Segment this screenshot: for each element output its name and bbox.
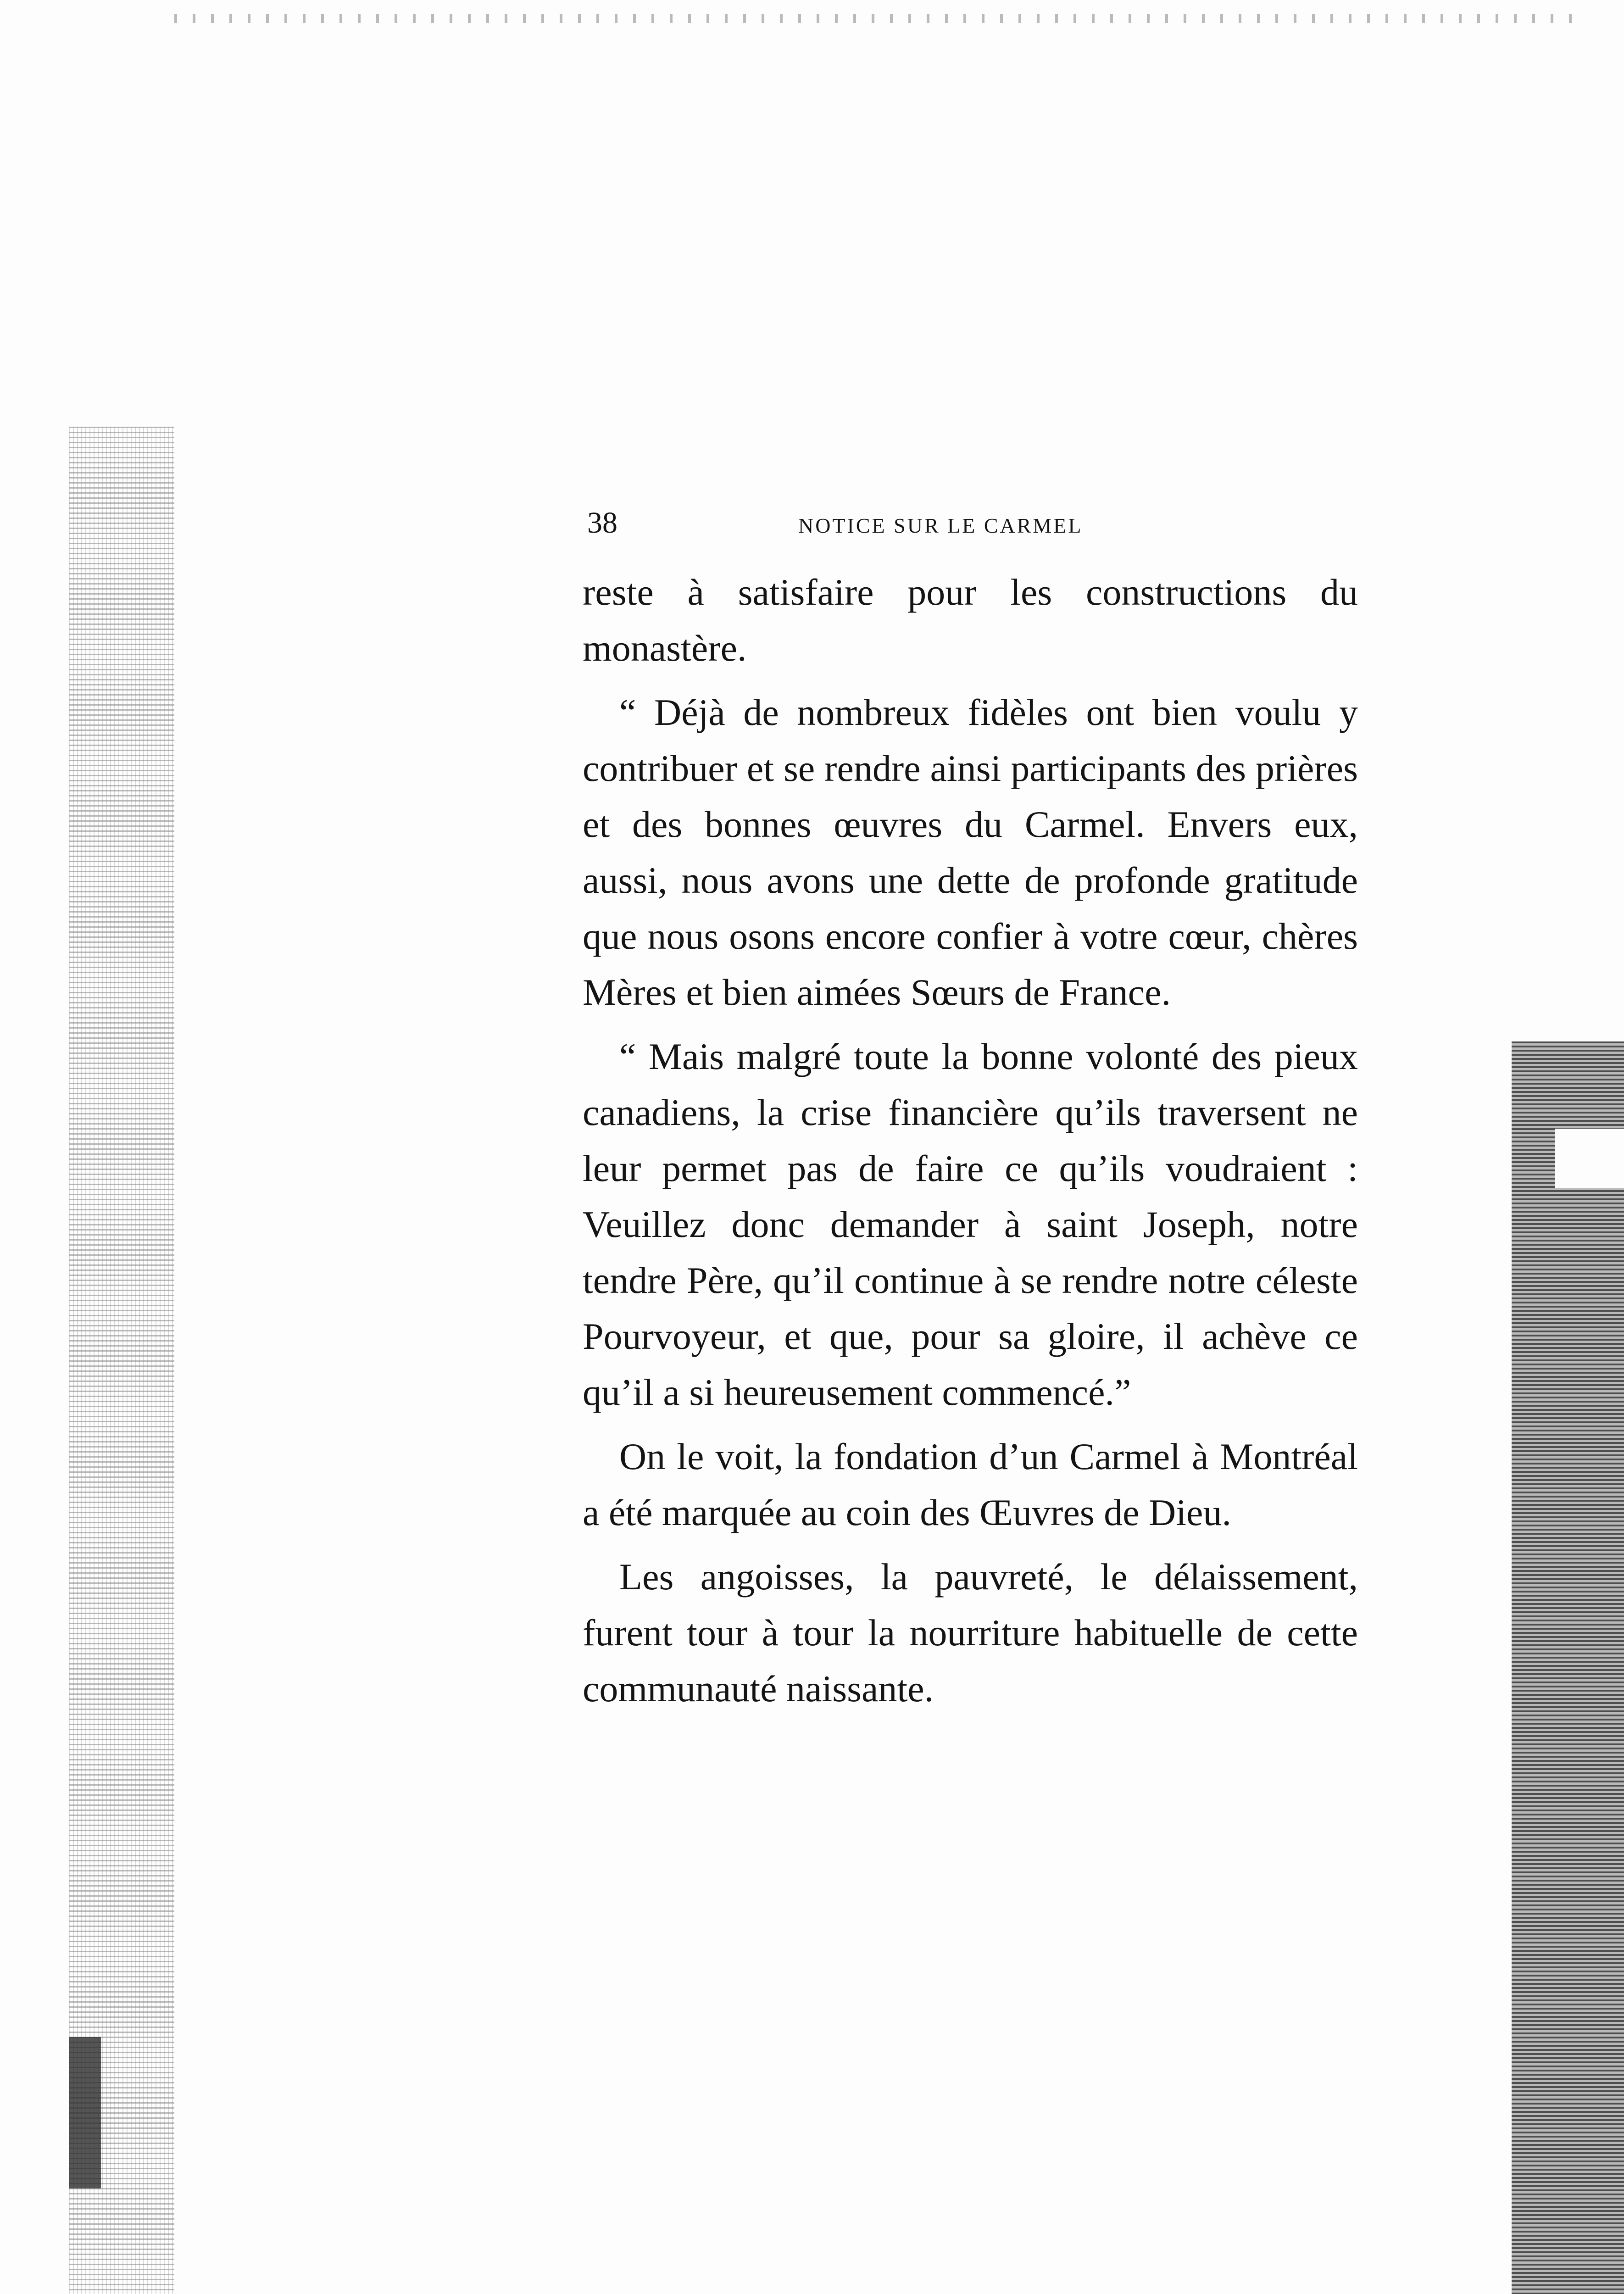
paragraph-4: On le voit, la fondation d’un Carmel à Montréal a été marquée au coin des Œuvres de Dieu. <box>583 1436 1358 1533</box>
binding-shadow <box>69 2037 101 2188</box>
page-edge-stripe <box>1512 1041 1624 2294</box>
page-edge-notch <box>1555 1129 1624 1188</box>
paragraph-5: Les angoisses, la pauvreté, le délaissement, furent tour à tour la nourriture habituelle de cette communauté naissante. <box>583 1556 1358 1709</box>
paragraph-1: reste à satisfaire pour les constructions du monastère. <box>583 571 1358 669</box>
running-head-title: NOTICE SUR LE CARMEL <box>798 514 1083 537</box>
binding-gutter <box>69 427 174 2294</box>
page-number: 38 <box>587 506 617 540</box>
body-text <box>583 564 1358 1717</box>
running-head <box>587 505 1367 541</box>
top-edge-noise <box>174 14 1574 23</box>
paragraph-2: “ Déjà de nombreux fidèles ont bien voulu y contribuer et se rendre ainsi participants des prières et des bonnes œuvres du Carmel. Envers eux, aussi, nous avons une dette de profonde gratitude que nous osons encore confier à votre cœur, chères Mères et bien aimées Sœurs de France. <box>583 691 1358 1013</box>
paragraph-3: “ Mais malgré toute la bonne volonté des pieux canadiens, la crise financière qu’ils traversent ne leur permet pas de faire ce qu’ils voudraient : Veuillez donc demander à saint Joseph, notre tendre Père, qu’il continue à se rendre notre céleste Pourvoyeur, et que, pour sa gloire, il achève ce qu’il a si heureusement commencé.” <box>583 1036 1358 1413</box>
